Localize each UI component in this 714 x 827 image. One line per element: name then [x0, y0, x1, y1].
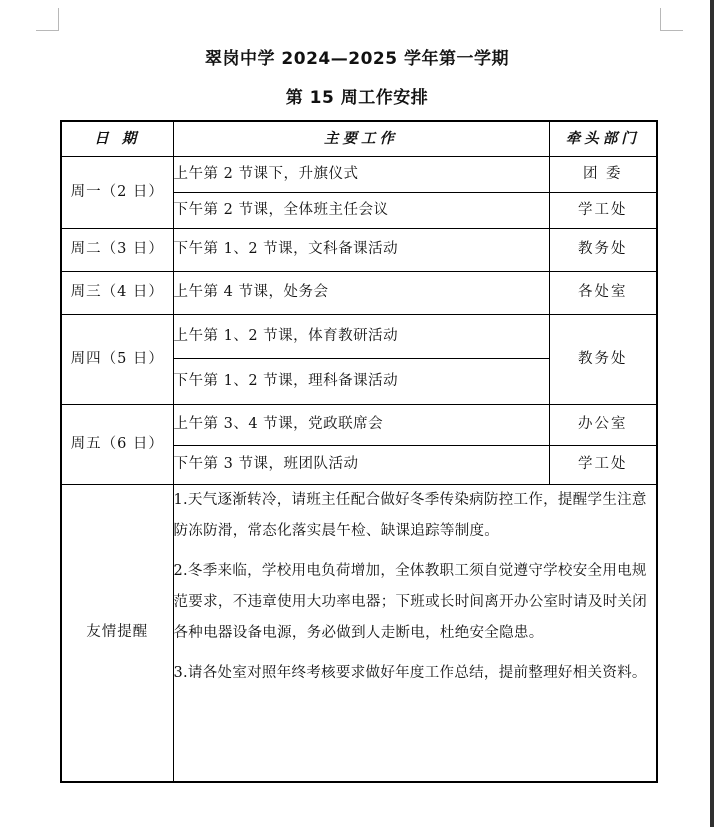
dept-cell: 团 委 — [549, 157, 657, 193]
dept-cell: 办公室 — [549, 405, 657, 446]
dept-cell: 各处室 — [549, 272, 657, 315]
table-row — [61, 315, 657, 359]
reminder-item: 1.天气逐渐转冷，请班主任配合做好冬季传染病防控工作，提醒学生注意防冻防滑，常态化落实晨午检、缺课追踪等制度。 — [173, 492, 647, 539]
reminder-item: 2.冬季来临，学校用电负荷增加，全体教职工须自觉遵守学校安全用电规范要求，不违章使用大功率电器；下班或长时间离开办公室时请及时关闭各种电器设备电源，务必做到人走断电，杜绝安全隐患。 — [173, 563, 648, 641]
document-title: 翠岗中学 2024—2025 学年第一学期 — [205, 49, 509, 69]
work-cell: 下午第 3 节课，班团队活动 — [173, 446, 549, 485]
dept-cell: 学工处 — [549, 193, 657, 229]
day-cell: 周二（3 日） — [61, 229, 173, 272]
reminder-item: 3.请各处室对照年终考核要求做好年度工作总结，提前整理好相关资料。 — [173, 665, 647, 681]
dept-cell: 教务处 — [549, 229, 657, 272]
dept-cell: 学工处 — [549, 446, 657, 485]
table-row — [61, 229, 657, 272]
table-row — [61, 405, 657, 446]
document-subtitle: 第 15 周工作安排 — [285, 88, 429, 108]
header-work: 主要工作 — [173, 121, 549, 157]
work-cell: 下午第 2 节课，全体班主任会议 — [173, 193, 549, 229]
schedule-table — [60, 120, 658, 783]
reminder-row — [61, 485, 657, 782]
reminder-content — [173, 485, 657, 782]
reminder-label: 友情提醒 — [61, 485, 173, 782]
table-header-row — [61, 121, 657, 157]
day-cell: 周一（2 日） — [61, 157, 173, 229]
dept-cell: 教务处 — [549, 315, 657, 405]
table-row — [61, 157, 657, 193]
work-cell: 上午第 2 节课下，升旗仪式 — [173, 157, 549, 193]
header-date: 日 期 — [61, 121, 173, 157]
day-cell: 周五（6 日） — [61, 405, 173, 485]
header-dept: 牵头部门 — [549, 121, 657, 157]
work-cell: 下午第 1、2 节课，文科备课活动 — [173, 229, 549, 272]
work-cell: 上午第 4 节课，处务会 — [173, 272, 549, 315]
work-cell: 上午第 1、2 节课，体育教研活动 — [173, 315, 549, 359]
day-cell: 周四（5 日） — [61, 315, 173, 405]
work-cell: 上午第 3、4 节课，党政联席会 — [173, 405, 549, 446]
day-cell: 周三（4 日） — [61, 272, 173, 315]
page-edge — [710, 0, 714, 827]
table-row — [61, 272, 657, 315]
page-corner-mark-left — [36, 8, 59, 31]
work-cell: 下午第 1、2 节课，理科备课活动 — [173, 359, 549, 405]
page-corner-mark-right — [660, 8, 683, 31]
